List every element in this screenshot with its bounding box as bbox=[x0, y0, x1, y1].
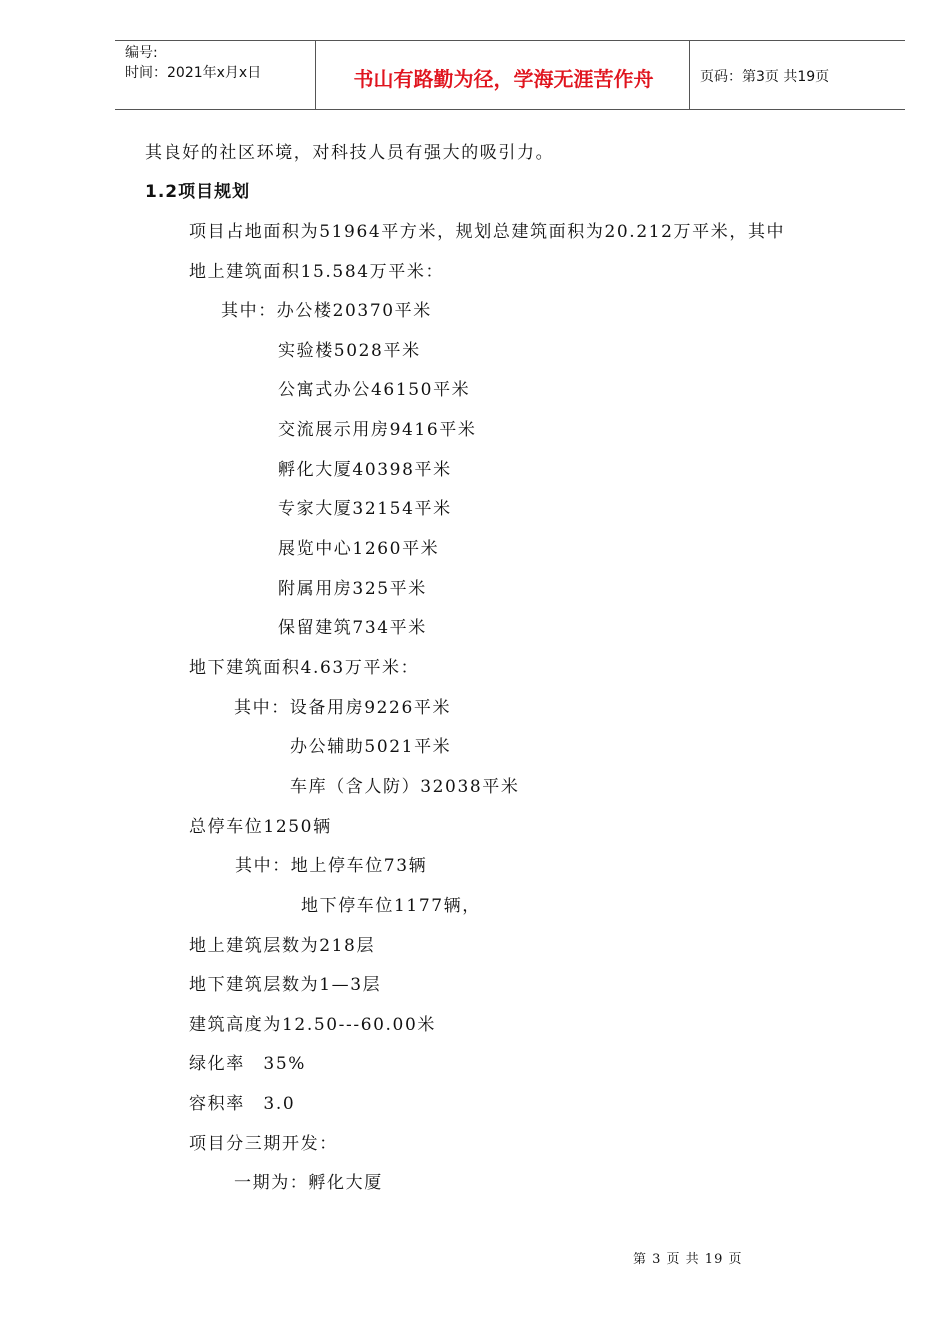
header-meta bbox=[125, 43, 261, 83]
list-item: 其中：设备用房9226平米 bbox=[234, 698, 452, 718]
body-text-line: 容积率 3.0 bbox=[189, 1094, 296, 1114]
list-item: 公寓式办公46150平米 bbox=[278, 380, 471, 400]
header-divider bbox=[315, 41, 316, 109]
page-footer: 第 3 页 共 19 页 bbox=[633, 1252, 743, 1267]
list-item: 保留建筑734平米 bbox=[278, 618, 427, 638]
list-item: 车库（含人防）32038平米 bbox=[290, 777, 520, 797]
body-text-line: 总停车位1250辆 bbox=[189, 817, 332, 837]
body-text-line: 地上建筑面积15.584万平米： bbox=[189, 262, 445, 282]
header-page-info: 页码：第3页 共19页 bbox=[700, 69, 830, 85]
list-item: 孵化大厦40398平米 bbox=[278, 460, 452, 480]
header-motto: 书山有路勤为径，学海无涯苦作舟 bbox=[353, 67, 654, 91]
list-item: 其中：办公楼20370平米 bbox=[221, 301, 432, 321]
list-item: 办公辅助5021平米 bbox=[290, 737, 452, 757]
body-text-line: 项目分三期开发： bbox=[189, 1134, 338, 1154]
body-text-line: 地上建筑层数为218层 bbox=[189, 936, 376, 956]
section-heading: 1.2项目规划 bbox=[145, 182, 251, 202]
document-header bbox=[115, 40, 905, 110]
list-item: 一期为：孵化大厦 bbox=[234, 1173, 383, 1193]
list-item: 展览中心1260平米 bbox=[278, 539, 440, 559]
number-label: 编号: bbox=[125, 45, 158, 61]
list-item: 其中：地上停车位73辆 bbox=[235, 856, 428, 876]
time-label: 时间：2021年x月x日 bbox=[125, 65, 262, 81]
body-text-line: 建筑高度为12.50---60.00米 bbox=[189, 1015, 436, 1035]
body-text-line: 其良好的社区环境，对科技人员有强大的吸引力。 bbox=[145, 143, 555, 163]
body-text-line: 项目占地面积为51964平方米，规划总建筑面积为20.212万平米，其中 bbox=[189, 222, 786, 242]
list-item: 实验楼5028平米 bbox=[278, 341, 421, 361]
body-text-line: 绿化率 35% bbox=[189, 1054, 306, 1074]
list-item: 地下停车位1177辆， bbox=[301, 896, 481, 916]
list-item: 附属用房325平米 bbox=[278, 579, 427, 599]
list-item: 专家大厦32154平米 bbox=[278, 499, 452, 519]
list-item: 交流展示用房9416平米 bbox=[278, 420, 477, 440]
body-text-line: 地下建筑层数为1—3层 bbox=[189, 975, 382, 995]
body-text-line: 地下建筑面积4.63万平米： bbox=[189, 658, 420, 678]
header-divider bbox=[689, 41, 690, 109]
